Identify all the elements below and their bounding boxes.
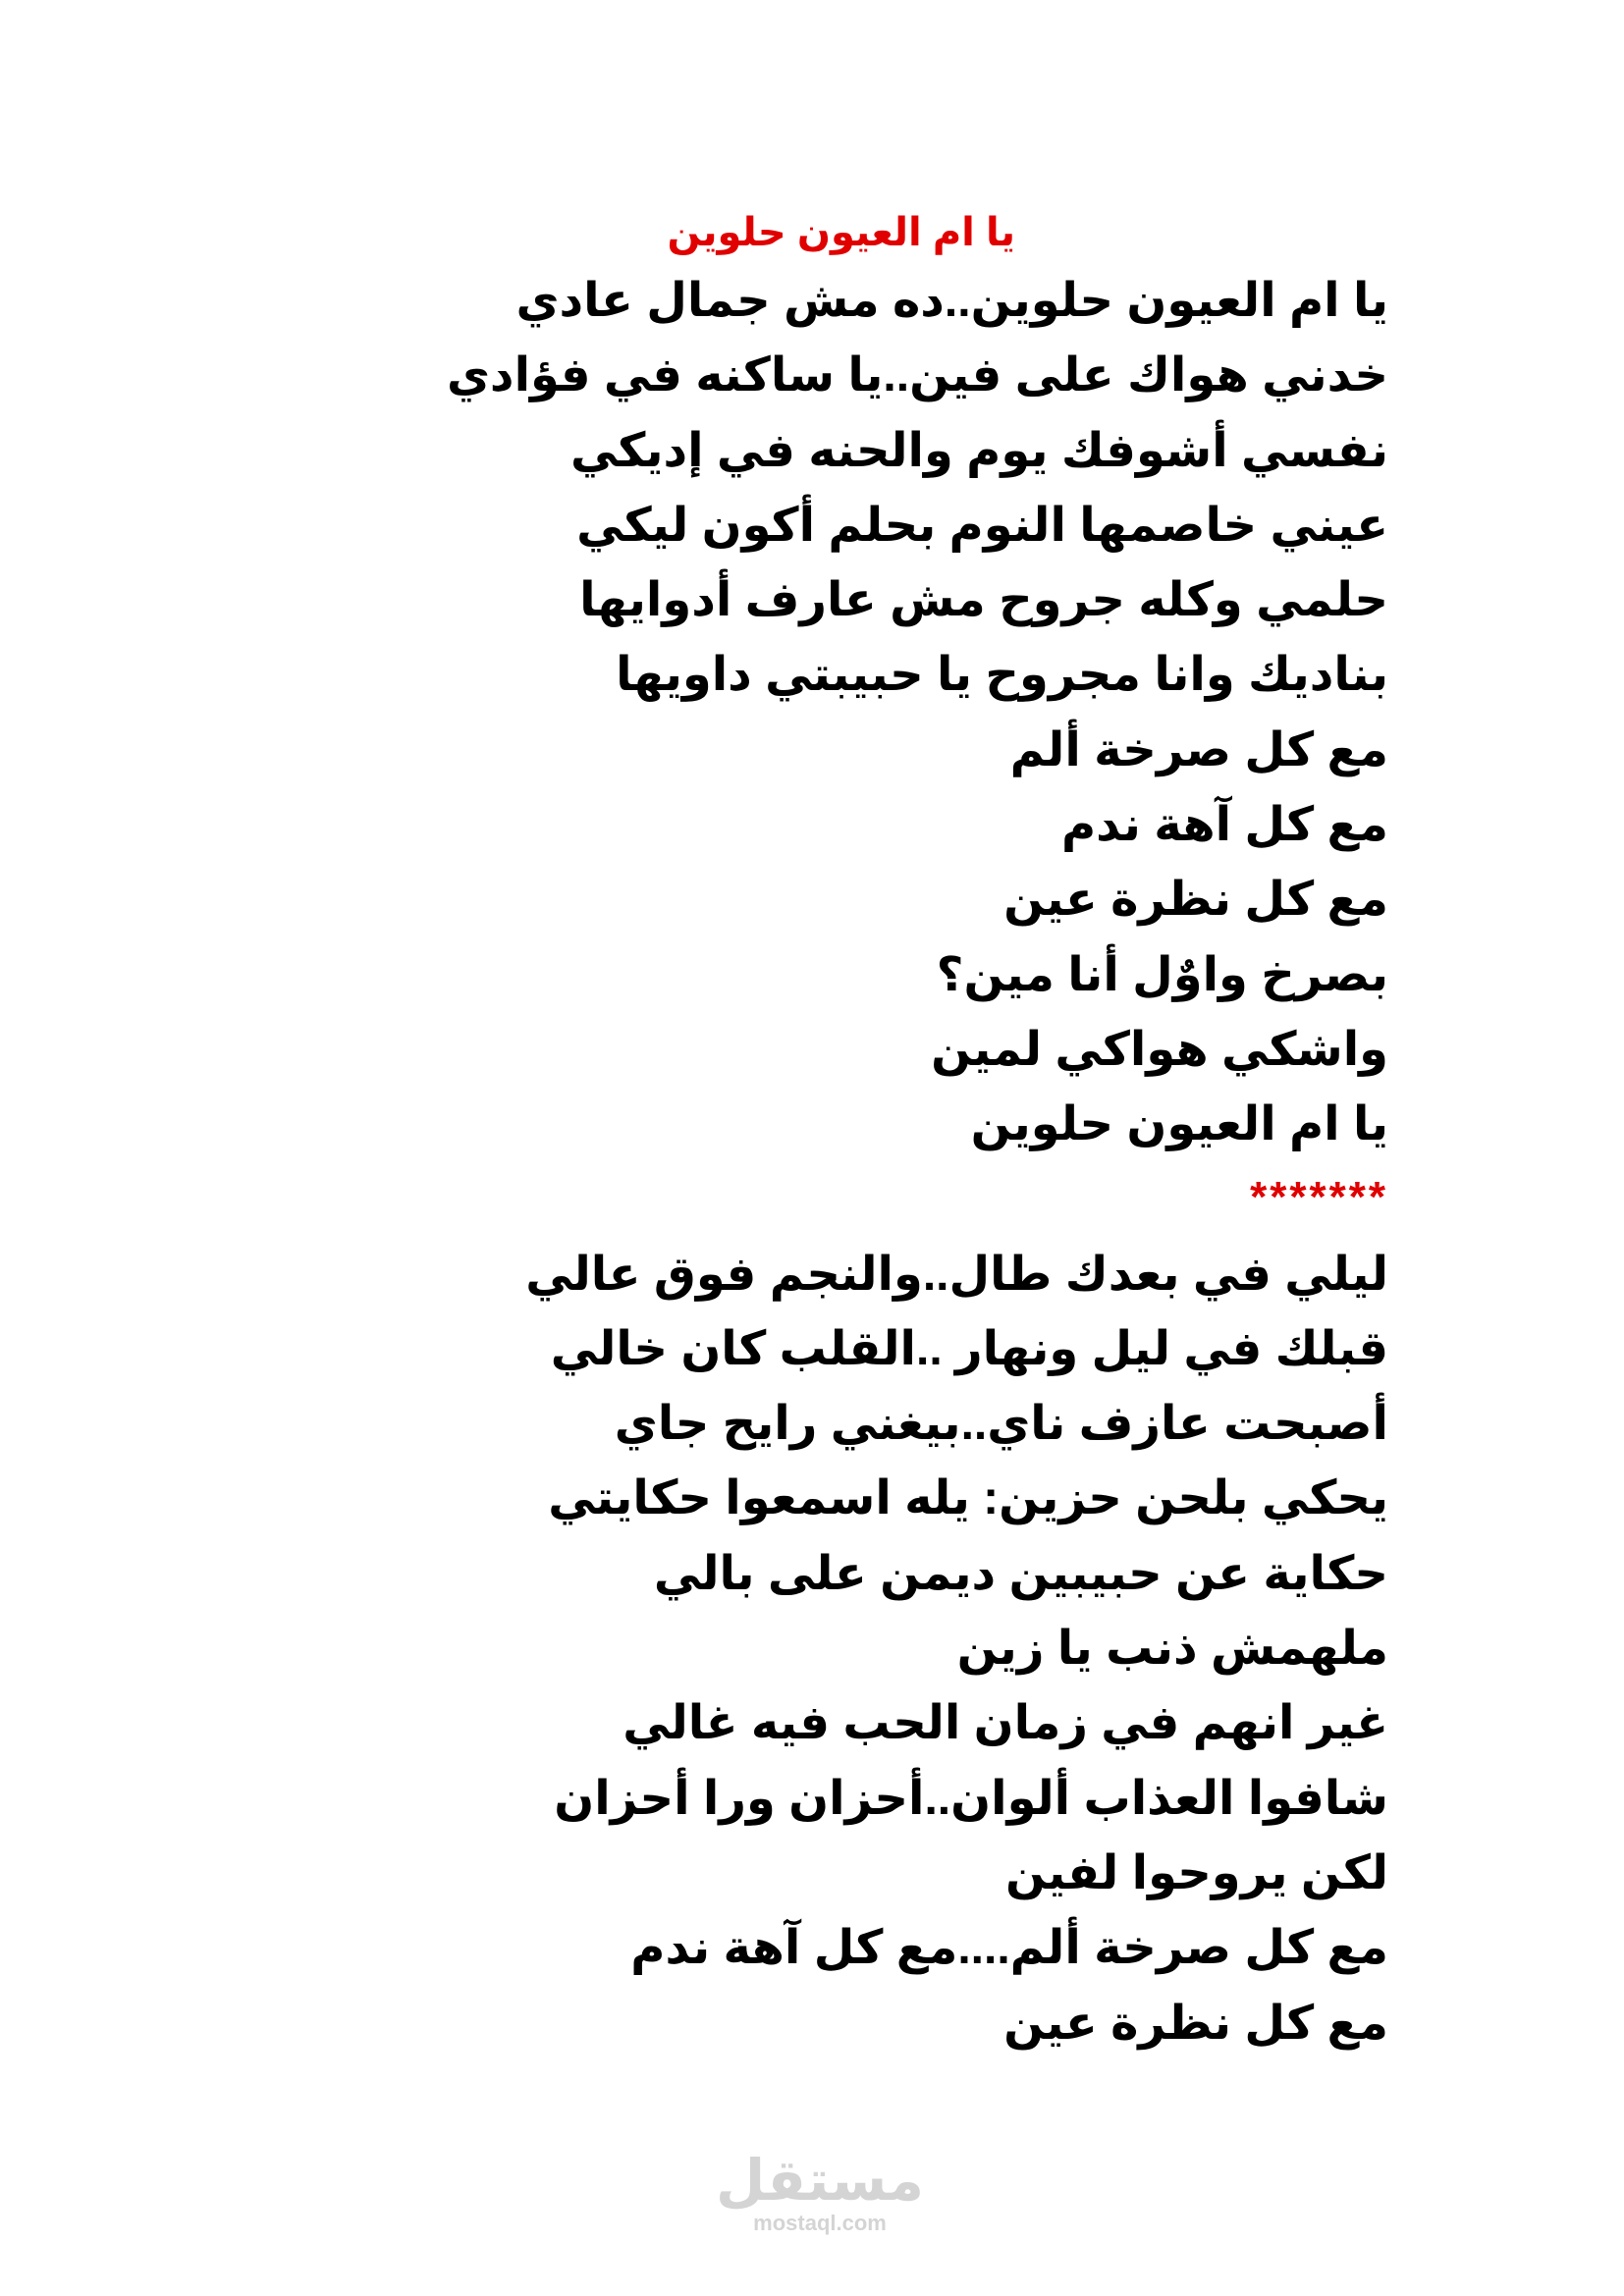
poem-line: حكاية عن حبيبين ديمن على بالي bbox=[653, 1547, 1388, 1600]
poem-line: شافوا العذاب ألوان..أحزان ورا أحزان bbox=[554, 1772, 1388, 1825]
poem-line: بناديك وانا مجروح يا حبيبتي داويها bbox=[616, 649, 1388, 702]
poem-title: يا ام العيون حلوين bbox=[667, 211, 1015, 254]
poem-line: حلمي وكله جروح مش عارف أدوايها bbox=[579, 574, 1388, 627]
poem-line: غير انهم في زمان الحب فيه غالي bbox=[623, 1697, 1388, 1750]
poem-line: يا ام العيون حلوين..ده مش جمال عادي bbox=[515, 275, 1388, 327]
poem-line: مع كل صرخة ألم....مع كل آهة ندم bbox=[630, 1922, 1388, 1975]
watermark-url: mostaql.com bbox=[753, 2211, 887, 2235]
poem-line: قبلك في ليل ونهار ..القلب كان خالي bbox=[550, 1322, 1388, 1375]
poem-line: ليلي في بعدك طال..والنجم فوق عالي bbox=[525, 1248, 1388, 1301]
poem-line: نفسي أشوفك يوم والحنه في إديكي bbox=[569, 424, 1388, 477]
poem-line: بصرخ واوٌل أنا مين؟ bbox=[936, 948, 1388, 1001]
poem-line: مع كل نظرة عين bbox=[1003, 874, 1388, 927]
stanza-separator: ******* bbox=[1250, 1172, 1388, 1221]
poem-line: يحكي بلحن حزين: يله اسمعوا حكايتي bbox=[548, 1472, 1388, 1525]
poem-line: ملهمش ذنب يا زين bbox=[956, 1623, 1388, 1676]
poem-line: يا ام العيون حلوين bbox=[970, 1098, 1388, 1151]
stanza-1 bbox=[406, 264, 1388, 1163]
poem-line: خدني هواك على فين..يا ساكنه في فؤادي bbox=[446, 349, 1388, 402]
poem-line: مع كل آهة ندم bbox=[1060, 799, 1388, 852]
stanza-2 bbox=[406, 1238, 1388, 2061]
poem bbox=[406, 201, 1388, 2061]
watermark-logo: مستقل bbox=[715, 2147, 925, 2214]
poem-line: عيني خاصمها النوم بحلم أكون ليكي bbox=[576, 499, 1388, 552]
poem-line: لكن يروحوا لفين bbox=[1004, 1846, 1388, 1899]
poem-line: مع كل صرخة ألم bbox=[1009, 723, 1388, 776]
stanza-gap bbox=[406, 1226, 1388, 1238]
poem-line: مع كل نظرة عين bbox=[1003, 1997, 1388, 2050]
poem-line: واشكي هواكي لمين bbox=[931, 1023, 1388, 1076]
watermark bbox=[707, 2147, 933, 2236]
poem-line: أصبحت عازف ناي..بيغني رايح جاي bbox=[614, 1398, 1388, 1451]
